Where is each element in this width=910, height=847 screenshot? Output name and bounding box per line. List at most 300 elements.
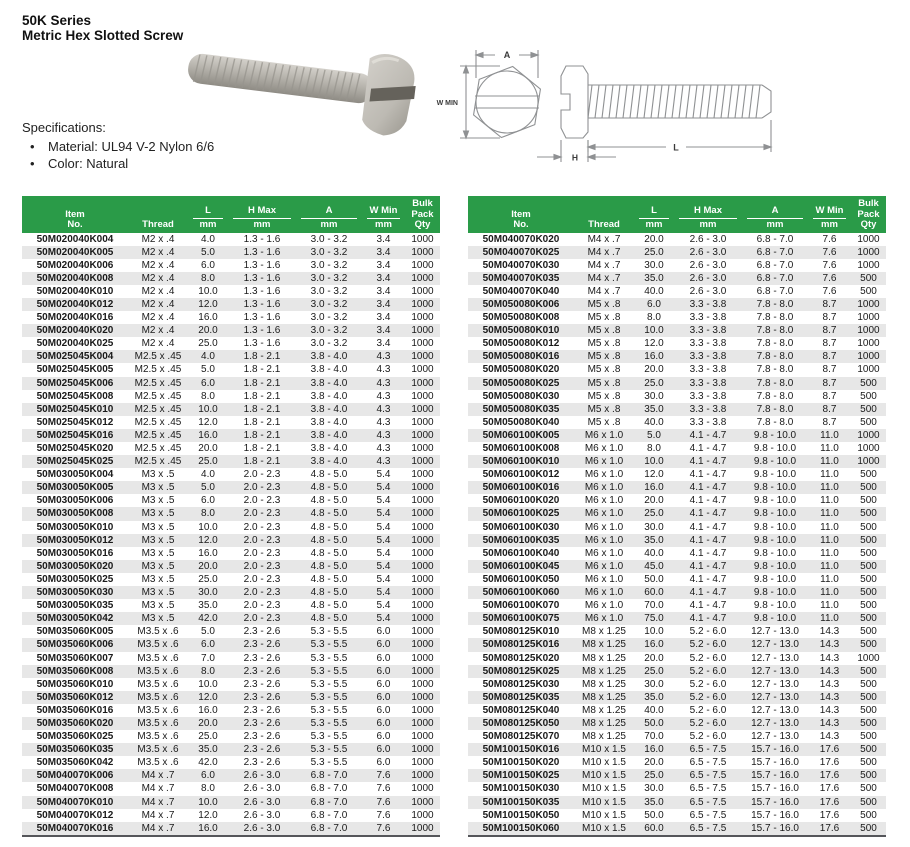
spec-color: • Color: Natural [22, 155, 214, 172]
cell-h-max-mm: 1.3 - 1.6 [243, 233, 281, 245]
cell-l-mm: 25.0 [644, 377, 664, 389]
cell-thread: M6 x 1.0 [584, 443, 624, 454]
cell-item-no: 50M100150K060 [482, 822, 560, 834]
cell-w-min-mm: 8.7 [822, 312, 837, 324]
cell-h-max-mm: 5.2 - 6.0 [689, 652, 727, 664]
arrowhead [588, 145, 595, 150]
cell-thread: M8 x 1.25 [582, 691, 626, 703]
cell-w-min-mm: 6.0 [376, 757, 391, 769]
table-header [22, 196, 440, 233]
cell-thread: M6 x 1.0 [584, 521, 624, 533]
cell-item-no: 50M025045K008 [36, 390, 114, 402]
cell-h-max-mm: 5.2 - 6.0 [689, 731, 727, 743]
cell-a-mm: 12.7 - 13.0 [751, 731, 799, 743]
cell-l-mm: 20.0 [198, 325, 218, 337]
a-unit: mm [766, 219, 784, 230]
cell-l-mm: 20.0 [644, 757, 664, 769]
table-row [468, 704, 886, 717]
cell-bulk-pack-qty: 1000 [411, 469, 434, 481]
dimension-h-label: H [571, 152, 579, 163]
cell-item-no: 50M030050K012 [36, 534, 114, 546]
table-row [468, 547, 886, 560]
table-row [22, 704, 440, 717]
cell-thread: M3 x .5 [141, 613, 175, 625]
table-row [22, 455, 440, 468]
cell-item-no: 50M060100K030 [482, 521, 560, 533]
cell-a-mm: 3.8 - 4.0 [310, 403, 348, 415]
cell-w-min-mm: 3.4 [376, 233, 391, 245]
cell-a-mm: 5.3 - 5.5 [310, 665, 348, 677]
cell-thread: M6 x 1.0 [584, 547, 624, 559]
cell-bulk-pack-qty: 1000 [411, 351, 434, 363]
cell-l-mm: 8.0 [647, 443, 661, 454]
cell-l-mm: 20.0 [198, 443, 218, 454]
cell-w-min-mm: 8.7 [822, 403, 837, 415]
cell-item-no: 50M060100K012 [482, 469, 560, 481]
cell-l-mm: 12.0 [644, 469, 664, 481]
cell-l-mm: 60.0 [644, 822, 664, 834]
cell-bulk-pack-qty: 1000 [411, 665, 434, 677]
cell-w-min-mm: 11.0 [820, 482, 839, 494]
cell-w-min-mm: 7.6 [822, 233, 837, 245]
specifications-heading: Specifications: [22, 120, 106, 135]
cell-item-no: 50M025045K004 [36, 351, 114, 363]
cell-l-mm: 6.0 [201, 377, 215, 389]
cell-thread: M2 x .4 [141, 338, 175, 350]
cell-a-mm: 7.8 - 8.0 [756, 364, 794, 376]
table-row [22, 337, 440, 350]
cell-bulk-pack-qty: 1000 [857, 312, 880, 324]
table-body-right [468, 233, 886, 836]
cell-a-mm: 7.8 - 8.0 [756, 338, 794, 350]
cell-l-mm: 5.0 [201, 482, 215, 494]
table-row [468, 363, 886, 376]
bulk-line1: Bulk [858, 198, 879, 209]
cell-a-mm: 4.8 - 5.0 [310, 495, 348, 507]
table-row [468, 809, 886, 822]
cell-a-mm: 9.8 - 10.0 [753, 600, 797, 612]
cell-w-min-mm: 11.0 [820, 560, 839, 572]
bulk-line3: Qty [860, 219, 877, 230]
cell-a-mm: 12.7 - 13.0 [751, 691, 799, 703]
cell-h-max-mm: 5.2 - 6.0 [689, 626, 727, 638]
cell-a-mm: 4.8 - 5.0 [310, 587, 348, 599]
cell-w-min-mm: 4.3 [376, 390, 391, 402]
cell-thread: M2.5 x .45 [134, 443, 182, 454]
cell-l-mm: 5.0 [201, 364, 215, 376]
cell-item-no: 50M060100K045 [482, 560, 560, 572]
cell-h-max-mm: 6.5 - 7.5 [689, 822, 727, 834]
cell-bulk-pack-qty: 1000 [411, 285, 434, 297]
table-row [468, 455, 886, 468]
cell-item-no: 50M040070K008 [36, 783, 114, 795]
cell-l-mm: 35.0 [644, 796, 664, 808]
arrowhead [476, 53, 483, 58]
cell-l-mm: 20.0 [644, 364, 664, 376]
cell-h-max-mm: 2.6 - 3.0 [243, 783, 281, 795]
cell-item-no: 50M020040K025 [36, 338, 114, 350]
cell-a-mm: 3.0 - 3.2 [310, 246, 348, 258]
cell-bulk-pack-qty: 1000 [411, 757, 434, 769]
cell-w-min-mm: 8.7 [822, 338, 837, 350]
cell-thread: M5 x .8 [587, 338, 621, 350]
cell-a-mm: 4.8 - 5.0 [310, 600, 348, 612]
cell-bulk-pack-qty: 1000 [411, 312, 434, 324]
cell-item-no: 50M040070K006 [36, 770, 114, 782]
cell-item-no: 50M050080K025 [482, 377, 560, 389]
cell-bulk-pack-qty: 1000 [857, 246, 880, 258]
cell-a-mm: 3.0 - 3.2 [310, 298, 348, 310]
cell-bulk-pack-qty: 1000 [411, 783, 434, 795]
cell-bulk-pack-qty: 500 [860, 783, 877, 795]
a-header: A [747, 206, 803, 220]
cell-item-no: 50M030050K042 [36, 613, 114, 625]
cell-l-mm: 4.0 [201, 233, 215, 245]
table-row [468, 521, 886, 534]
cell-thread: M6 x 1.0 [584, 429, 624, 441]
table-row [468, 586, 886, 599]
bulk-line1: Bulk [412, 198, 433, 209]
cell-thread: M6 x 1.0 [584, 456, 624, 468]
cell-item-no: 50M050080K010 [482, 325, 560, 337]
cell-w-min-mm: 3.4 [376, 259, 391, 271]
cell-a-mm: 15.7 - 16.0 [751, 822, 799, 834]
cell-l-mm: 35.0 [198, 600, 218, 612]
cell-l-mm: 6.0 [201, 770, 215, 782]
l-unit: mm [645, 219, 663, 230]
cell-bulk-pack-qty: 1000 [857, 298, 880, 310]
arrowhead [531, 53, 538, 58]
cell-thread: M4 x .7 [587, 272, 621, 284]
cell-a-mm: 15.7 - 16.0 [751, 783, 799, 795]
cell-w-min-mm: 6.0 [376, 717, 391, 729]
cell-l-mm: 70.0 [644, 731, 664, 743]
table-row [22, 638, 440, 651]
cell-a-mm: 12.7 - 13.0 [751, 652, 799, 664]
cell-w-min-mm: 14.3 [819, 652, 840, 664]
cell-thread: M2 x .4 [141, 298, 175, 310]
cell-item-no: 50M060100K060 [482, 587, 560, 599]
table-row [22, 691, 440, 704]
cell-l-mm: 10.0 [644, 626, 664, 638]
cell-bulk-pack-qty: 1000 [411, 731, 434, 743]
cell-w-min-mm: 3.4 [376, 338, 391, 350]
cell-a-mm: 15.7 - 16.0 [751, 770, 799, 782]
cell-thread: M4 x .7 [141, 822, 175, 834]
cell-a-mm: 3.8 - 4.0 [310, 351, 348, 363]
cell-thread: M4 x .7 [587, 246, 621, 258]
arrowhead [464, 66, 469, 73]
cell-l-mm: 8.0 [201, 508, 215, 520]
cell-l-mm: 7.0 [201, 652, 215, 664]
cell-l-mm: 12.0 [198, 416, 218, 428]
cell-thread: M5 x .8 [587, 390, 621, 402]
table-row [468, 272, 886, 285]
table-row [468, 337, 886, 350]
table-row [22, 822, 440, 836]
cell-thread: M6 x 1.0 [584, 469, 624, 481]
cell-item-no: 50M030050K008 [36, 508, 114, 520]
cell-a-mm: 7.8 - 8.0 [756, 416, 794, 428]
cell-l-mm: 35.0 [644, 403, 664, 415]
cell-h-max-mm: 4.1 - 4.7 [689, 482, 727, 494]
cell-l-mm: 6.0 [647, 298, 661, 310]
cell-thread: M2.5 x .45 [134, 377, 182, 389]
wmin-unit: mm [821, 219, 838, 230]
cell-w-min-mm: 3.4 [376, 312, 391, 324]
table-row [468, 285, 886, 298]
cell-bulk-pack-qty: 500 [860, 272, 877, 284]
cell-item-no: 50M080125K070 [482, 731, 560, 743]
cell-a-mm: 3.8 - 4.0 [310, 429, 348, 441]
cell-a-mm: 5.3 - 5.5 [310, 704, 348, 716]
col-w-min [808, 196, 851, 233]
cell-h-max-mm: 3.3 - 3.8 [689, 325, 727, 337]
cell-w-min-mm: 5.4 [376, 547, 391, 559]
cell-l-mm: 50.0 [644, 573, 664, 585]
cell-a-mm: 5.3 - 5.5 [310, 757, 348, 769]
cell-bulk-pack-qty: 500 [860, 731, 877, 743]
cell-item-no: 50M020040K010 [36, 285, 114, 297]
cell-bulk-pack-qty: 1000 [411, 429, 434, 441]
cell-l-mm: 12.0 [644, 338, 664, 350]
cell-h-max-mm: 5.2 - 6.0 [689, 678, 727, 690]
cell-l-mm: 10.0 [644, 325, 664, 337]
cell-h-max-mm: 2.0 - 2.3 [243, 521, 281, 533]
cell-l-mm: 8.0 [201, 665, 215, 677]
thread-header: Thread [588, 219, 620, 230]
cell-l-mm: 6.0 [201, 259, 215, 271]
cell-l-mm: 25.0 [644, 770, 664, 782]
cell-h-max-mm: 4.1 - 4.7 [689, 573, 727, 585]
cell-bulk-pack-qty: 1000 [411, 495, 434, 507]
cell-w-min-mm: 6.0 [376, 665, 391, 677]
cell-l-mm: 5.0 [201, 626, 215, 638]
bulk-line2: Pack [411, 208, 434, 220]
cell-w-min-mm: 6.0 [376, 691, 391, 703]
cell-item-no: 50M035060K005 [36, 626, 114, 638]
cell-a-mm: 3.0 - 3.2 [310, 285, 348, 297]
table-row [468, 638, 886, 651]
cell-l-mm: 16.0 [198, 312, 218, 324]
cell-w-min-mm: 7.6 [822, 246, 837, 258]
cell-h-max-mm: 2.0 - 2.3 [243, 587, 281, 599]
cell-item-no: 50M020040K004 [36, 233, 114, 245]
cell-l-mm: 4.0 [201, 469, 215, 481]
cell-thread: M4 x .7 [141, 809, 175, 821]
cell-l-mm: 20.0 [644, 233, 664, 245]
cell-w-min-mm: 5.4 [376, 600, 391, 612]
cell-thread: M6 x 1.0 [584, 587, 624, 599]
cell-w-min-mm: 3.4 [376, 246, 391, 258]
table-row [468, 691, 886, 704]
cell-a-mm: 9.8 - 10.0 [753, 456, 797, 468]
cell-thread: M3 x .5 [141, 495, 175, 507]
cell-h-max-mm: 1.3 - 1.6 [243, 325, 281, 337]
cell-w-min-mm: 11.0 [820, 573, 839, 585]
cell-thread: M5 x .8 [587, 364, 621, 376]
cell-l-mm: 40.0 [644, 547, 664, 559]
cell-item-no: 50M080125K025 [482, 665, 560, 677]
cell-thread: M10 x 1.5 [582, 783, 626, 795]
head-circle [476, 71, 538, 133]
product-title: Metric Hex Slotted Screw [22, 28, 184, 43]
table-row [468, 377, 886, 390]
table-row [468, 390, 886, 403]
cell-item-no: 50M100150K016 [482, 744, 560, 756]
table-row [468, 769, 886, 782]
cell-h-max-mm: 5.2 - 6.0 [689, 704, 727, 716]
cell-thread: M3 x .5 [141, 469, 175, 481]
cell-w-min-mm: 17.6 [819, 822, 840, 834]
cell-w-min-mm: 7.6 [376, 770, 391, 782]
cell-item-no: 50M035060K007 [36, 652, 114, 664]
cell-a-mm: 7.8 - 8.0 [756, 377, 794, 389]
cell-a-mm: 12.7 - 13.0 [751, 717, 799, 729]
table-row [22, 769, 440, 782]
cell-thread: M3 x .5 [141, 508, 175, 520]
cell-w-min-mm: 14.3 [819, 691, 840, 703]
cell-l-mm: 25.0 [644, 508, 664, 520]
cell-thread: M3 x .5 [141, 560, 175, 572]
technical-drawing [430, 28, 910, 186]
cell-a-mm: 7.8 - 8.0 [756, 312, 794, 324]
cell-l-mm: 12.0 [198, 534, 218, 546]
arrowhead [588, 155, 595, 160]
cell-a-mm: 15.7 - 16.0 [751, 744, 799, 756]
cell-h-max-mm: 2.6 - 3.0 [689, 285, 727, 297]
cell-bulk-pack-qty: 1000 [857, 443, 880, 454]
table-row [22, 324, 440, 337]
table-row [22, 481, 440, 494]
cell-w-min-mm: 11.0 [820, 495, 839, 507]
cell-w-min-mm: 11.0 [820, 534, 839, 546]
table-row [22, 416, 440, 429]
cell-h-max-mm: 2.3 - 2.6 [243, 665, 281, 677]
cell-item-no: 50M025045K012 [36, 416, 114, 428]
table-row [468, 298, 886, 311]
cell-thread: M5 x .8 [587, 351, 621, 363]
cell-a-mm: 3.0 - 3.2 [310, 312, 348, 324]
table-row [468, 560, 886, 573]
cell-thread: M10 x 1.5 [582, 770, 626, 782]
hmax-header: H Max [679, 206, 737, 220]
cell-w-min-mm: 5.4 [376, 495, 391, 507]
cell-w-min-mm: 6.0 [376, 744, 391, 756]
cell-thread: M3 x .5 [141, 573, 175, 585]
table-row [22, 442, 440, 455]
table-row [468, 259, 886, 272]
cell-a-mm: 9.8 - 10.0 [753, 429, 797, 441]
cell-item-no: 50M060100K020 [482, 495, 560, 507]
cell-thread: M2.5 x .45 [134, 364, 182, 376]
cell-bulk-pack-qty: 1000 [411, 534, 434, 546]
cell-l-mm: 50.0 [644, 809, 664, 821]
cell-thread: M3 x .5 [141, 482, 175, 494]
cell-w-min-mm: 8.7 [822, 416, 837, 428]
cell-w-min-mm: 8.7 [822, 377, 837, 389]
cell-thread: M8 x 1.25 [582, 639, 626, 651]
spec-table-left [22, 196, 440, 837]
cell-h-max-mm: 1.3 - 1.6 [243, 272, 281, 284]
cell-w-min-mm: 7.6 [376, 809, 391, 821]
cell-w-min-mm: 11.0 [820, 600, 839, 612]
cell-item-no: 50M035060K016 [36, 704, 114, 716]
item-header-line1: Item [511, 208, 531, 220]
cell-bulk-pack-qty: 1000 [411, 377, 434, 389]
side-profile-view [537, 66, 771, 162]
table-row [22, 730, 440, 743]
table-row [468, 599, 886, 612]
cell-thread: M4 x .7 [141, 796, 175, 808]
table-header [468, 196, 886, 233]
cell-h-max-mm: 5.2 - 6.0 [689, 665, 727, 677]
cell-thread: M3 x .5 [141, 587, 175, 599]
table-row [22, 507, 440, 520]
head-profile [561, 66, 588, 138]
cell-h-max-mm: 3.3 - 3.8 [689, 338, 727, 350]
cell-bulk-pack-qty: 1000 [411, 744, 434, 756]
cell-item-no: 50M050080K012 [482, 338, 560, 350]
cell-h-max-mm: 4.1 - 4.7 [689, 560, 727, 572]
cell-thread: M3 x .5 [141, 534, 175, 546]
cell-l-mm: 30.0 [644, 783, 664, 795]
cell-l-mm: 5.0 [201, 246, 215, 258]
cell-a-mm: 9.8 - 10.0 [753, 534, 797, 546]
table-row [22, 534, 440, 547]
cell-w-min-mm: 5.4 [376, 573, 391, 585]
col-item-no [22, 196, 128, 233]
cell-bulk-pack-qty: 500 [860, 390, 877, 402]
cell-h-max-mm: 1.3 - 1.6 [243, 338, 281, 350]
cell-thread: M6 x 1.0 [584, 495, 624, 507]
cell-h-max-mm: 2.0 - 2.3 [243, 547, 281, 559]
cell-thread: M8 x 1.25 [582, 626, 626, 638]
cell-bulk-pack-qty: 500 [860, 744, 877, 756]
cell-a-mm: 3.0 - 3.2 [310, 259, 348, 271]
cell-a-mm: 4.8 - 5.0 [310, 482, 348, 494]
cell-h-max-mm: 2.3 - 2.6 [243, 691, 281, 703]
cell-thread: M2 x .4 [141, 233, 175, 245]
cell-a-mm: 5.3 - 5.5 [310, 731, 348, 743]
cell-h-max-mm: 2.6 - 3.0 [243, 822, 281, 834]
cell-bulk-pack-qty: 500 [860, 469, 877, 481]
thread-lines [588, 85, 760, 118]
cell-thread: M3.5 x .6 [137, 652, 179, 664]
col-bulk-pack-qty [405, 196, 440, 233]
cell-h-max-mm: 2.0 - 2.3 [243, 508, 281, 520]
cell-h-max-mm: 6.5 - 7.5 [689, 770, 727, 782]
cell-h-max-mm: 3.3 - 3.8 [689, 377, 727, 389]
cell-w-min-mm: 3.4 [376, 285, 391, 297]
series-title: 50K Series [22, 13, 92, 28]
cell-item-no: 50M050080K006 [482, 298, 560, 310]
cell-l-mm: 10.0 [198, 678, 218, 690]
cell-thread: M8 x 1.25 [582, 652, 626, 664]
cell-l-mm: 5.0 [647, 429, 661, 441]
cell-h-max-mm: 1.8 - 2.1 [243, 377, 281, 389]
cell-a-mm: 7.8 - 8.0 [756, 403, 794, 415]
cell-bulk-pack-qty: 1000 [411, 443, 434, 454]
cell-l-mm: 30.0 [198, 587, 218, 599]
cell-l-mm: 35.0 [644, 691, 664, 703]
item-header-line1: Item [65, 208, 85, 220]
table-row [468, 246, 886, 259]
cell-h-max-mm: 2.6 - 3.0 [243, 809, 281, 821]
table-row [22, 521, 440, 534]
table-row [22, 809, 440, 822]
cell-a-mm: 5.3 - 5.5 [310, 678, 348, 690]
